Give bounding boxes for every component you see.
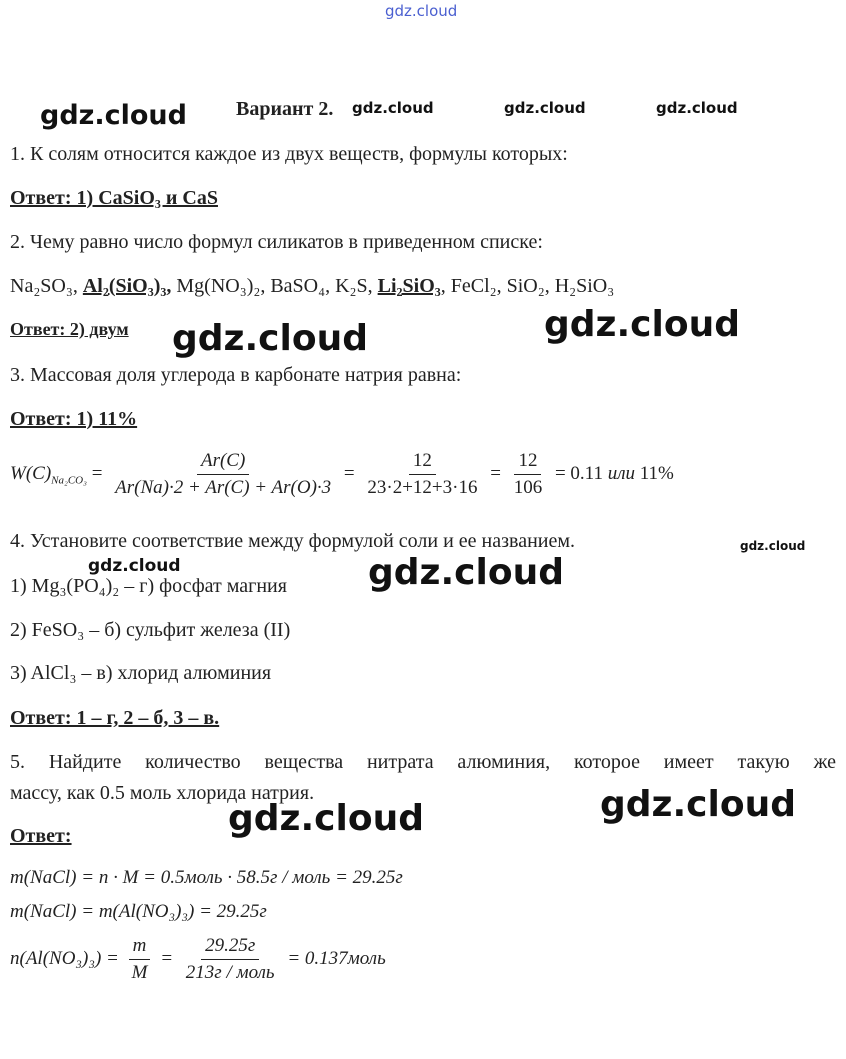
watermark-small-2: gdz.cloud: [504, 99, 586, 117]
fraction-3: [510, 450, 547, 499]
list-part-3: , FeCl₂, SiO₂, H₂SiO₃: [440, 275, 615, 297]
question-4-item-1: 1) Mg₃(PO₄)₂ – г) фосфат магния: [10, 575, 287, 597]
fraction-values-denominator: 213г / моль: [185, 962, 275, 983]
watermark-q4-small-right: gdz.cloud: [740, 539, 806, 553]
watermark-top[interactable]: gdz.cloud: [385, 2, 458, 20]
fraction-M-denominator: M: [131, 962, 148, 983]
watermark-left: gdz.cloud: [40, 100, 187, 131]
formula-ili: или: [607, 462, 635, 484]
formula-amount-aluminium-nitrate: n(Al(NO₃)₃) = $\frac{m}{M}$ = $\frac{29.25г}{\text{213г / моль}}$ = 0.137моль: [10, 935, 386, 983]
formula-mass-fraction: $W(C)_{Na_2CO_3}$ = $\frac{Ar(C)}{Ar(Na)\cdot 2 + Ar(C) + Ar(O)\cdot 3}$ = $\frac{12}{23\cdot 2+12+3\cdot 16}$ = $\frac{12}{106}$ = 0.11 или 11%: [10, 450, 674, 498]
watermark-q4-small-left: gdz.cloud: [88, 556, 181, 576]
answer-1: Ответ: 1) CaSiO₃ и CaS: [10, 187, 218, 209]
fraction-values: [182, 935, 279, 984]
formula-lhs-sub: Na₂CO₃: [51, 474, 87, 487]
page-title: Вариант 2.: [236, 98, 334, 120]
question-2-list: [10, 275, 614, 298]
list-part-2: Mg(NO₃)₂, BaSO₄, K₂S,: [171, 275, 378, 297]
list-silicate-2: Li₂SiO₃: [377, 275, 441, 297]
fraction-1-numerator: Ar(C): [197, 450, 249, 475]
fraction-2-numerator: 12: [409, 450, 436, 475]
answer-3: Ответ: 1) 11%: [10, 408, 138, 430]
formula-mass-equality: m(NaCl) = m(Al(NO₃)₃) = 29.25г: [10, 901, 267, 922]
question-5-text-line-1: 5. Найдите количество вещества нитрата алюминия, которое имеет такую же: [10, 751, 836, 773]
formula-result: = 0.11: [554, 462, 603, 484]
watermark-q4-big: gdz.cloud: [368, 552, 564, 593]
question-4-text: 4. Установите соответствие между формулой соли и ее названием.: [10, 530, 576, 552]
question-1-text: 1. К солям относится каждое из двух веществ, формулы которых:: [10, 143, 568, 165]
fraction-3-numerator: 12: [514, 450, 541, 475]
formula-lhs: W(C): [10, 462, 52, 484]
fraction-1-denominator: Ar(Na)·2 + Ar(C) + Ar(O)·3: [115, 477, 332, 498]
fraction-2-denominator: 23·2+12+3·16: [367, 477, 478, 498]
question-4-item-2: 2) FeSO₃ – б) сульфит железа (II): [10, 619, 291, 641]
fraction-2: [363, 450, 481, 499]
list-part-1: Na₂SO₃,: [10, 275, 83, 297]
formula-percent: 11%: [639, 462, 674, 484]
formula-eq: =: [91, 462, 103, 484]
watermark-mid-right: gdz.cloud: [544, 304, 740, 345]
formula-3-lhs: n(Al(NO₃)₃) =: [10, 947, 119, 969]
question-4-item-3: 3) AlCl₃ – в) хлорид алюминия: [10, 662, 272, 684]
formula-3-result: = 0.137моль: [287, 947, 386, 969]
watermark-q5-left: gdz.cloud: [228, 798, 424, 839]
watermark-small-3: gdz.cloud: [656, 99, 738, 117]
watermark-mid-left: gdz.cloud: [172, 318, 368, 359]
formula-mass-nacl: m(NaCl) = n · M = 0.5моль · 58.5г / моль = 29.25г: [10, 867, 403, 888]
question-3-text: 3. Массовая доля углерода в карбонате натрия равна:: [10, 364, 462, 386]
watermark-q5-right: gdz.cloud: [600, 784, 796, 825]
answer-4: Ответ: 1 – г, 2 – б, 3 – в.: [10, 707, 220, 729]
fraction-3-denominator: 106: [513, 477, 543, 498]
question-5-text-line-2: массу, как 0.5 моль хлорида натрия.: [10, 782, 315, 804]
watermark-small-1: gdz.cloud: [352, 99, 434, 117]
fraction-values-numerator: 29.25г: [201, 935, 259, 960]
answer-2: Ответ: 2) двум: [10, 319, 129, 339]
fraction-1: [111, 450, 335, 499]
fraction-m-numerator: m: [129, 935, 151, 960]
fraction-m-over-M: [128, 935, 152, 984]
list-silicate-1: Al₂(SiO₃)₃,: [82, 275, 172, 297]
question-2-text: 2. Чему равно число формул силикатов в приведенном списке:: [10, 231, 543, 253]
answer-5: Ответ:: [10, 825, 72, 847]
